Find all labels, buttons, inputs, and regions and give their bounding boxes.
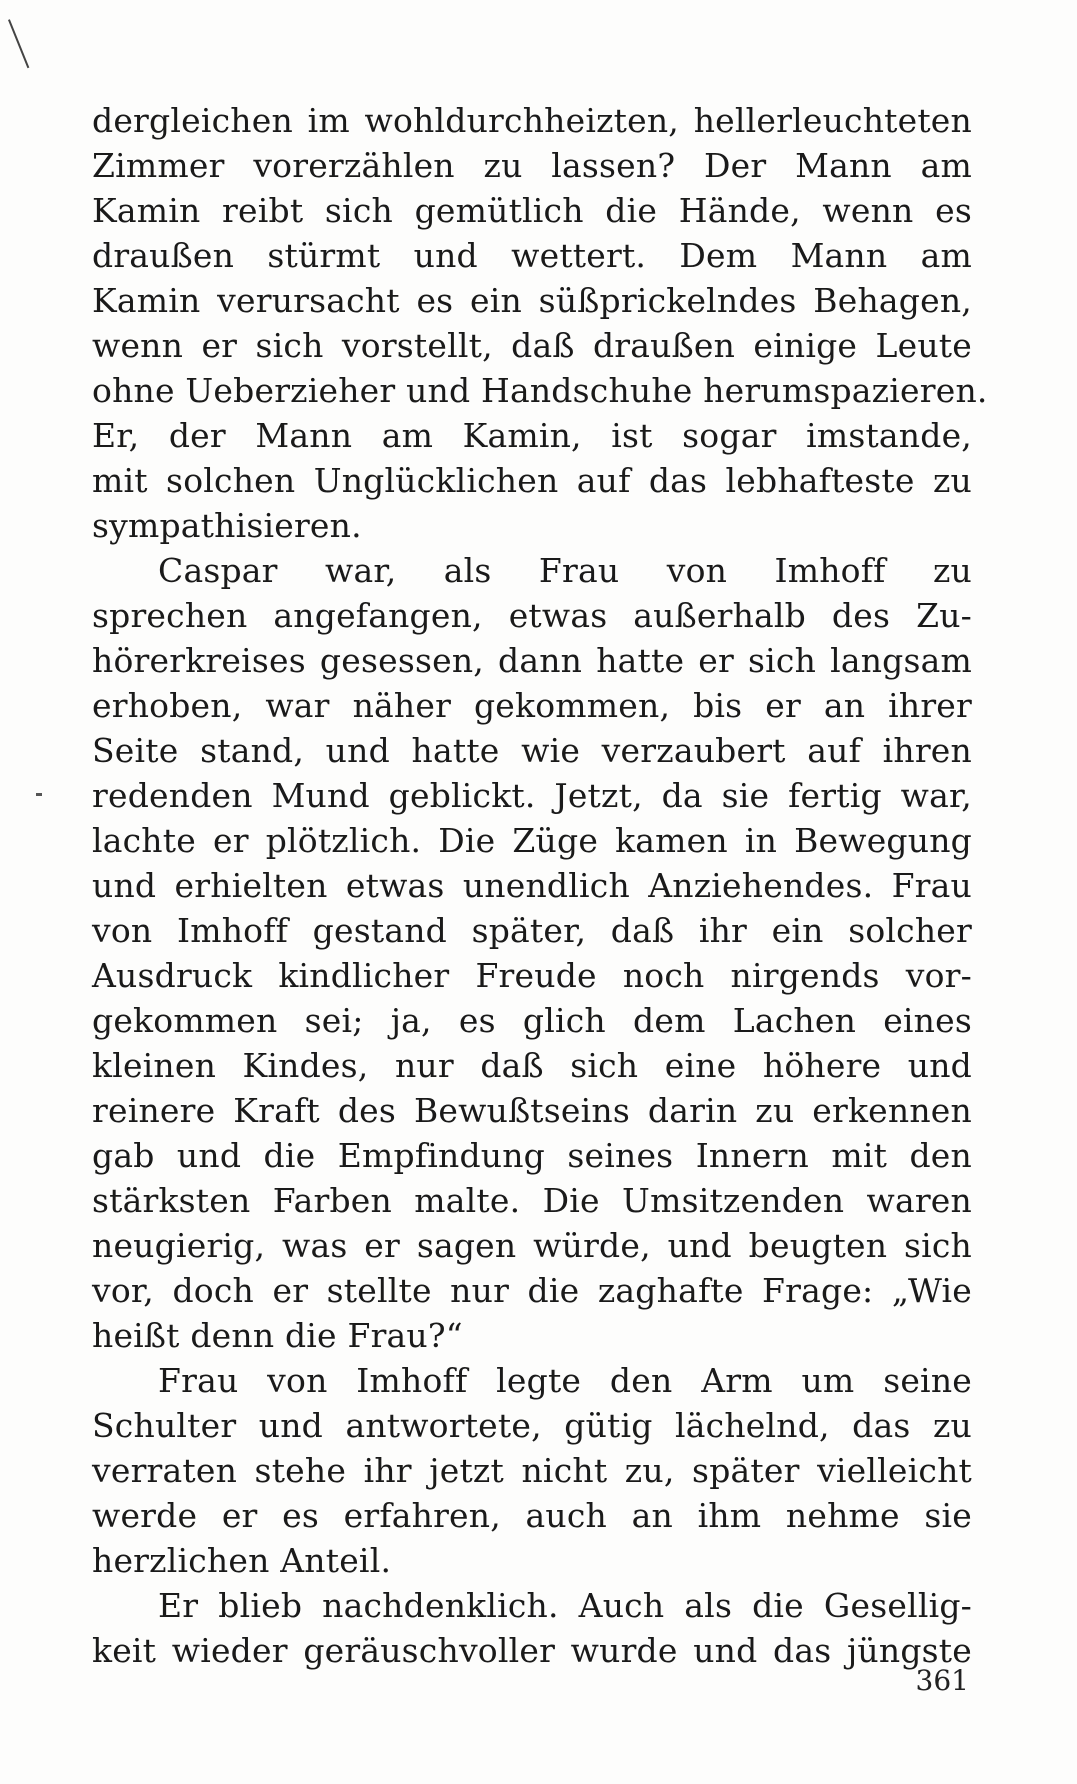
text-line: Er, der Mann am Kamin, ist sogar imstande, bbox=[92, 416, 972, 455]
paragraph-first-line: Er blieb nachdenklich. Auch als die Gesellig- bbox=[158, 1586, 972, 1625]
text-line: erhoben, war näher gekommen, bis er an ihrer bbox=[92, 686, 972, 725]
paragraph-first-line: Frau von Imhoff legte den Arm um seine bbox=[158, 1361, 972, 1400]
text-line: herzlichen Anteil. bbox=[92, 1541, 392, 1580]
text-line: keit wieder geräuschvoller wurde und das jüngste bbox=[92, 1631, 972, 1670]
text-line: kleinen Kindes, nur daß sich eine höhere und bbox=[92, 1046, 972, 1085]
paragraph-first-line: Caspar war, als Frau von Imhoff zu bbox=[158, 551, 972, 590]
scan-artifact-mark bbox=[8, 19, 29, 68]
text-line: und erhielten etwas unendlich Anziehendes. Frau bbox=[92, 866, 972, 905]
text-line: ohne Ueberzieher und Handschuhe herumspazieren. bbox=[92, 371, 988, 410]
text-line: hörerkreises gesessen, dann hatte er sich langsam bbox=[92, 641, 972, 680]
text-line: neugierig, was er sagen würde, und beugten sich bbox=[92, 1226, 972, 1265]
text-line: mit solchen Unglücklichen auf das lebhafteste zu bbox=[92, 461, 972, 500]
text-line: verraten stehe ihr jetzt nicht zu, später vielleicht bbox=[92, 1451, 972, 1490]
scan-artifact-dot bbox=[36, 793, 42, 796]
text-line: vor, doch er stellte nur die zaghafte Frage: „Wie bbox=[92, 1271, 972, 1310]
body-text bbox=[92, 98, 988, 1673]
text-line: von Imhoff gestand später, daß ihr ein solcher bbox=[92, 911, 972, 950]
page-number: 361 bbox=[915, 1664, 969, 1697]
text-line: heißt denn die Frau?“ bbox=[92, 1316, 463, 1355]
text-line: dergleichen im wohldurchheizten, hellerleuchteten bbox=[92, 101, 972, 140]
text-line: Kamin verursacht es ein süßprickelndes Behagen, bbox=[92, 281, 972, 320]
text-line: Schulter und antwortete, gütig lächelnd, das zu bbox=[92, 1406, 972, 1445]
text-line: Kamin reibt sich gemütlich die Hände, wenn es bbox=[92, 191, 972, 230]
text-line: sympathisieren. bbox=[92, 506, 362, 545]
text-line: gekommen sei; ja, es glich dem Lachen eines bbox=[92, 1001, 972, 1040]
text-line: draußen stürmt und wettert. Dem Mann am bbox=[92, 236, 972, 275]
text-line: Seite stand, und hatte wie verzaubert auf ihren bbox=[92, 731, 972, 770]
text-line: reinere Kraft des Bewußtseins darin zu erkennen bbox=[92, 1091, 972, 1130]
text-line: Ausdruck kindlicher Freude noch nirgends vor- bbox=[92, 956, 972, 995]
text-line: gab und die Empfindung seines Innern mit den bbox=[92, 1136, 972, 1175]
text-line: stärksten Farben malte. Die Umsitzenden waren bbox=[92, 1181, 972, 1220]
text-line: Zimmer vorerzählen zu lassen? Der Mann am bbox=[92, 146, 972, 185]
text-line: lachte er plötzlich. Die Züge kamen in Bewegung bbox=[92, 821, 972, 860]
text-line: sprechen angefangen, etwas außerhalb des Zu- bbox=[92, 596, 972, 635]
text-line: wenn er sich vorstellt, daß draußen einige Leute bbox=[92, 326, 972, 365]
text-line: redenden Mund geblickt. Jetzt, da sie fertig war, bbox=[92, 776, 972, 815]
text-line: werde er es erfahren, auch an ihm nehme sie bbox=[92, 1496, 972, 1535]
